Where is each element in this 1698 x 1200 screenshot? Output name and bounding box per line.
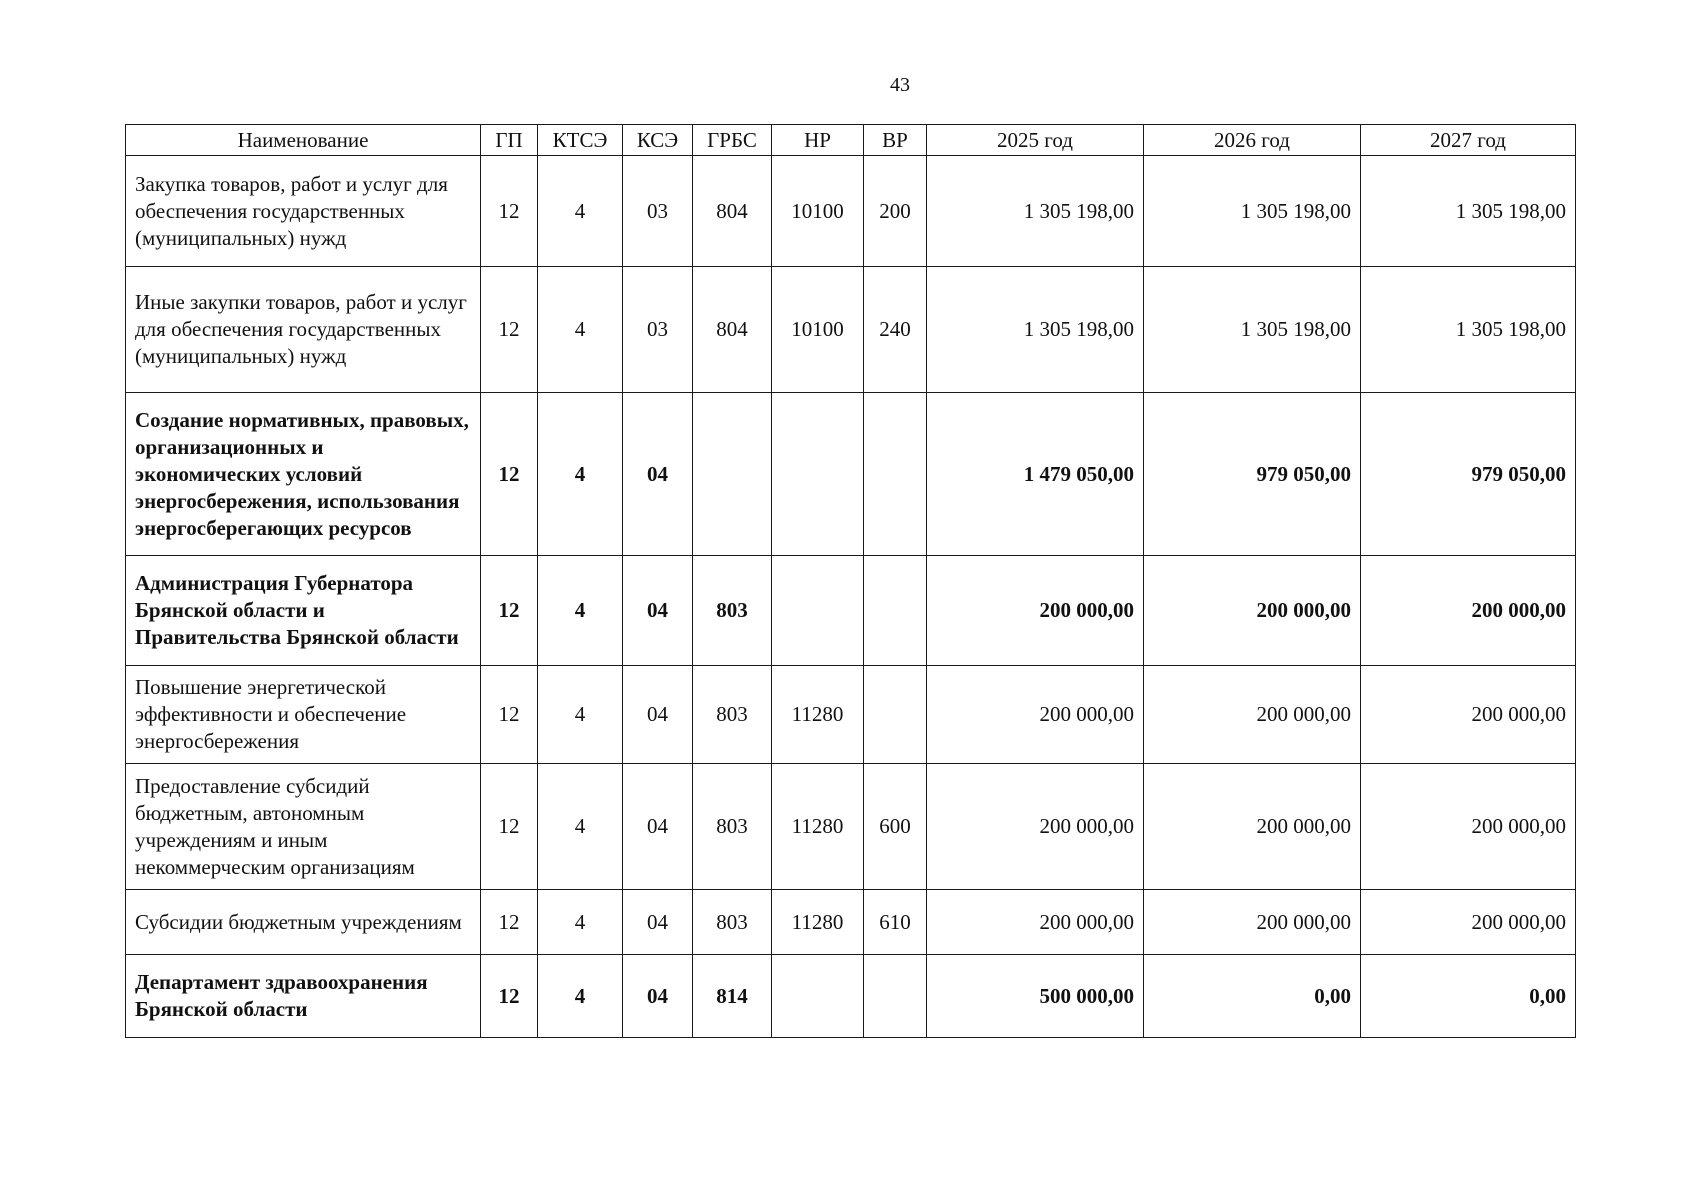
- header-2027: 2027 год: [1361, 125, 1576, 156]
- table-row: [126, 890, 1576, 955]
- cell-grbs: 803: [693, 890, 772, 955]
- cell-vr: [864, 393, 927, 556]
- cell-ktse: 4: [538, 556, 623, 666]
- cell-2027: 200 000,00: [1361, 890, 1576, 955]
- cell-2025: 1 305 198,00: [927, 267, 1144, 393]
- cell-gp: 12: [481, 666, 538, 764]
- cell-nr: [772, 393, 864, 556]
- cell-gp: 12: [481, 556, 538, 666]
- page-number: 43: [890, 74, 910, 96]
- cell-2027: 1 305 198,00: [1361, 267, 1576, 393]
- cell-ktse: 4: [538, 393, 623, 556]
- cell-2026: 1 305 198,00: [1144, 267, 1361, 393]
- cell-2025: 200 000,00: [927, 556, 1144, 666]
- table-row-section: [126, 556, 1576, 666]
- cell-2027: 979 050,00: [1361, 393, 1576, 556]
- cell-kse: 04: [623, 955, 693, 1038]
- cell-2027: 0,00: [1361, 955, 1576, 1038]
- budget-table: [125, 124, 1576, 1038]
- cell-gp: 12: [481, 393, 538, 556]
- cell-ktse: 4: [538, 267, 623, 393]
- cell-2027: 1 305 198,00: [1361, 156, 1576, 267]
- cell-kse: 04: [623, 666, 693, 764]
- cell-2025: 1 305 198,00: [927, 156, 1144, 267]
- table-row: [126, 764, 1576, 890]
- cell-gp: 12: [481, 156, 538, 267]
- cell-kse: 03: [623, 156, 693, 267]
- table-row: [126, 267, 1576, 393]
- cell-2026: 1 305 198,00: [1144, 156, 1361, 267]
- cell-kse: 04: [623, 890, 693, 955]
- cell-grbs: 803: [693, 764, 772, 890]
- table-row: [126, 156, 1576, 267]
- table-row: [126, 666, 1576, 764]
- cell-ktse: 4: [538, 890, 623, 955]
- cell-2026: 0,00: [1144, 955, 1361, 1038]
- cell-name: Иные закупки товаров, работ и услуг для обеспечения государственных (муниципальных) нужд: [126, 267, 481, 393]
- cell-2025: 1 479 050,00: [927, 393, 1144, 556]
- cell-2027: 200 000,00: [1361, 556, 1576, 666]
- cell-vr: 200: [864, 156, 927, 267]
- cell-vr: 600: [864, 764, 927, 890]
- cell-grbs: 804: [693, 267, 772, 393]
- cell-2026: 200 000,00: [1144, 890, 1361, 955]
- cell-2025: 200 000,00: [927, 764, 1144, 890]
- cell-ktse: 4: [538, 156, 623, 267]
- cell-ktse: 4: [538, 955, 623, 1038]
- cell-name: Департамент здравоохранения Брянской области: [126, 955, 481, 1038]
- cell-2027: 200 000,00: [1361, 666, 1576, 764]
- cell-nr: [772, 955, 864, 1038]
- cell-name: Закупка товаров, работ и услуг для обеспечения государственных (муниципальных) нужд: [126, 156, 481, 267]
- header-name: Наименование: [126, 125, 481, 156]
- header-nr: НР: [772, 125, 864, 156]
- cell-vr: 240: [864, 267, 927, 393]
- header-2026: 2026 год: [1144, 125, 1361, 156]
- table-row-section: [126, 955, 1576, 1038]
- cell-vr: [864, 556, 927, 666]
- cell-nr: 10100: [772, 267, 864, 393]
- cell-name: Субсидии бюджетным учреждениям: [126, 890, 481, 955]
- cell-vr: [864, 955, 927, 1038]
- cell-kse: 04: [623, 393, 693, 556]
- cell-nr: 11280: [772, 666, 864, 764]
- cell-gp: 12: [481, 267, 538, 393]
- cell-grbs: 803: [693, 556, 772, 666]
- header-ktse: КТСЭ: [538, 125, 623, 156]
- cell-ktse: 4: [538, 666, 623, 764]
- cell-gp: 12: [481, 955, 538, 1038]
- cell-nr: 11280: [772, 764, 864, 890]
- header-2025: 2025 год: [927, 125, 1144, 156]
- cell-vr: 610: [864, 890, 927, 955]
- cell-2025: 500 000,00: [927, 955, 1144, 1038]
- cell-name: Администрация Губернатора Брянской области и Правительства Брянской области: [126, 556, 481, 666]
- cell-ktse: 4: [538, 764, 623, 890]
- cell-grbs: 814: [693, 955, 772, 1038]
- cell-kse: 04: [623, 556, 693, 666]
- cell-nr: 11280: [772, 890, 864, 955]
- cell-gp: 12: [481, 764, 538, 890]
- cell-2025: 200 000,00: [927, 666, 1144, 764]
- cell-2026: 200 000,00: [1144, 666, 1361, 764]
- header-vr: ВР: [864, 125, 927, 156]
- cell-nr: 10100: [772, 156, 864, 267]
- cell-2026: 200 000,00: [1144, 556, 1361, 666]
- cell-2027: 200 000,00: [1361, 764, 1576, 890]
- cell-name: Повышение энергетической эффективности и обеспечение энергосбережения: [126, 666, 481, 764]
- table-row-section: [126, 393, 1576, 556]
- cell-kse: 04: [623, 764, 693, 890]
- header-kse: КСЭ: [623, 125, 693, 156]
- cell-name: Создание нормативных, правовых, организационных и экономических условий энергосбережения, использования энергосберегающих ресурсов: [126, 393, 481, 556]
- cell-2026: 200 000,00: [1144, 764, 1361, 890]
- header-row: [126, 125, 1576, 156]
- cell-kse: 03: [623, 267, 693, 393]
- header-grbs: ГРБС: [693, 125, 772, 156]
- cell-vr: [864, 666, 927, 764]
- cell-name: Предоставление субсидий бюджетным, автономным учреждениям и иным некоммерческим организациям: [126, 764, 481, 890]
- cell-grbs: 804: [693, 156, 772, 267]
- cell-gp: 12: [481, 890, 538, 955]
- header-gp: ГП: [481, 125, 538, 156]
- cell-2025: 200 000,00: [927, 890, 1144, 955]
- cell-2026: 979 050,00: [1144, 393, 1361, 556]
- cell-nr: [772, 556, 864, 666]
- cell-grbs: [693, 393, 772, 556]
- cell-grbs: 803: [693, 666, 772, 764]
